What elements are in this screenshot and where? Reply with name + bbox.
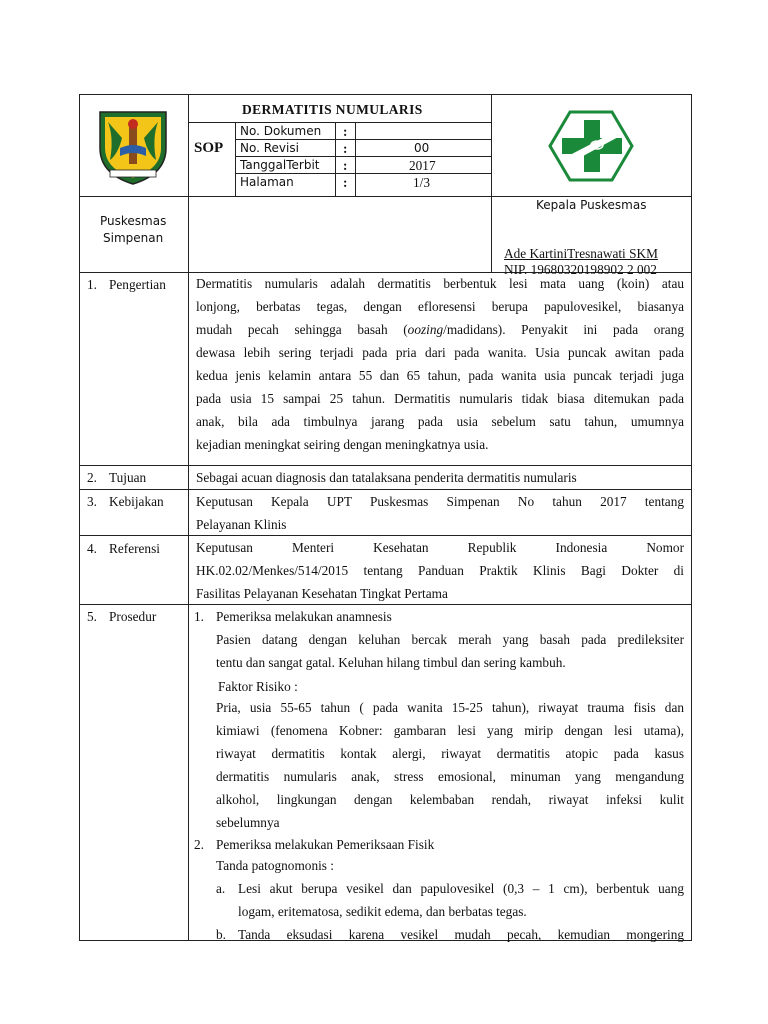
text-line: alkohol, lingkungan dengan kelembaban rendah, riwayat infeksi kulit [216, 792, 684, 807]
text-line: HK.02.02/Menkes/514/2015 tentang Panduan Praktik Klinis Bagi Dokter di [196, 563, 684, 578]
field-colon: : [343, 141, 348, 156]
section-label-kebijakan: Kebijakan [109, 494, 164, 509]
org-name-line-1: Puskesmas [100, 214, 167, 228]
signer-role: Kepala Puskesmas [536, 198, 647, 212]
text-line: Keputusan Kepala UPT Puskesmas Simpenan No tahun 2017 tentang [196, 494, 684, 509]
text-segment: /madidans). Penyakit ini pada orang [443, 322, 684, 337]
field-label-no-dokumen: No. Dokumen [240, 124, 322, 138]
text-line: Pasien datang dengan keluhan bercak merah yang basah pada predileksiter [216, 632, 684, 647]
puskesmas-logo-emblem [548, 110, 634, 182]
section-label-prosedur: Prosedur [109, 609, 157, 624]
text-line: kedua jenis kelamin antara 55 dan 65 tahun, pada wanita usia puncak terjadi juga [196, 368, 684, 383]
text-line: tentu dan sangat gatal. Keluhan hilang timbul dan sering kambuh. [216, 655, 566, 670]
step-number: 2. [194, 837, 204, 852]
text-line: Keputusan Menteri Kesehatan Republik Indonesia Nomor [196, 540, 684, 555]
text-line: pada usia 15 sampai 25 tahun. Dermatitis numularis tidak biasa ditemukan pada [196, 391, 684, 406]
text-line: kejadian meningkat seiring dengan meningkatnya usia. [196, 437, 489, 452]
text-line: Tanda eksudasi karena vesikel mudah pecah, kemudian mongering [238, 927, 684, 942]
section-number: 5. [87, 609, 97, 624]
section-number: 2. [87, 470, 97, 485]
text-line: anak, bila ada timbulnya jarang pada usia sebelum satu tahun, umumnya [196, 414, 684, 429]
text-line: dewasa lebih sering terjadi pada pria dari pada wanita. Usia puncak awitan pada [196, 345, 684, 360]
document-title: DERMATITIS NUMULARIS [242, 102, 423, 117]
section-number: 4. [87, 541, 97, 556]
field-value-halaman: 1/3 [413, 175, 430, 190]
faktor-risiko-title: Faktor Risiko : [218, 679, 298, 694]
field-colon: : [343, 158, 348, 173]
field-label-halaman: Halaman [240, 175, 294, 189]
text-line: sebelumnya [216, 815, 280, 830]
regional-logo-emblem [96, 108, 170, 186]
item-letter: a. [216, 881, 226, 896]
text-line: Pria, usia 55-65 tahun ( pada wanita 15-25 tahun), riwayat trauma fisis dan [216, 700, 684, 715]
field-colon: : [343, 124, 348, 139]
section-number: 1. [87, 277, 97, 292]
step-subtitle: Tanda patognomonis : [216, 858, 334, 873]
text-line: dermatitis numularis anak, stress emosional, minuman yang mengandung [216, 769, 684, 784]
section-number: 3. [87, 494, 97, 509]
text-line: lonjong, berbatas tegas, dengan efloresensi berupa papulovesikel, biasanya [196, 299, 684, 314]
text-line: Fasilitas Pelayanan Kesehatan Tingkat Pertama [196, 586, 448, 601]
field-value-tanggal-terbit: 2017 [409, 158, 436, 173]
sop-label: SOP [194, 140, 224, 156]
text-line: Lesi akut berupa vesikel dan papulovesikel (0,3 – 1 cm), berbentuk uang [238, 881, 684, 896]
org-name-line-2: Simpenan [103, 231, 164, 245]
text-line: logam, eritematosa, sedikit edema, dan berbatas tegas. [238, 904, 527, 919]
text-line [196, 318, 684, 341]
tujuan-text: Sebagai acuan diagnosis dan tatalaksana penderita dermatitis numularis [196, 470, 577, 485]
signer-name: Ade KartiniTresnawati SKM [504, 246, 658, 261]
signer-nip: NIP. 19680320198902 2 002 [504, 262, 657, 277]
section-label-referensi: Referensi [109, 541, 160, 556]
text-line: Dermatitis numularis adalah dermatitis berbentuk lesi mata uang (koin) atau [196, 276, 684, 291]
text-line: Pelayanan Klinis [196, 517, 287, 532]
field-label-no-revisi: No. Revisi [240, 141, 299, 155]
field-label-tanggal-terbit: TanggalTerbit [240, 158, 320, 172]
text-line: riwayat dermatitis kontak alergi, riwayat dermatitis atopic pada kasus [216, 746, 684, 761]
field-value-no-revisi: 00 [414, 141, 430, 155]
section-label-tujuan: Tujuan [109, 470, 147, 485]
text-segment: mudah pecah sehingga basah ( [196, 322, 408, 337]
item-letter: b. [216, 927, 226, 942]
section-label-pengertian: Pengertian [109, 277, 166, 292]
step-number: 1. [194, 609, 204, 624]
text-line: kimiawi (fenomena Kobner: gambaran lesi yang mirip dengan lesi utama), [216, 723, 684, 738]
field-colon: : [343, 175, 348, 190]
step-title: Pemeriksa melakukan Pemeriksaan Fisik [216, 837, 435, 852]
italic-term: oozing [407, 322, 444, 337]
step-title: Pemeriksa melakukan anamnesis [216, 609, 392, 624]
